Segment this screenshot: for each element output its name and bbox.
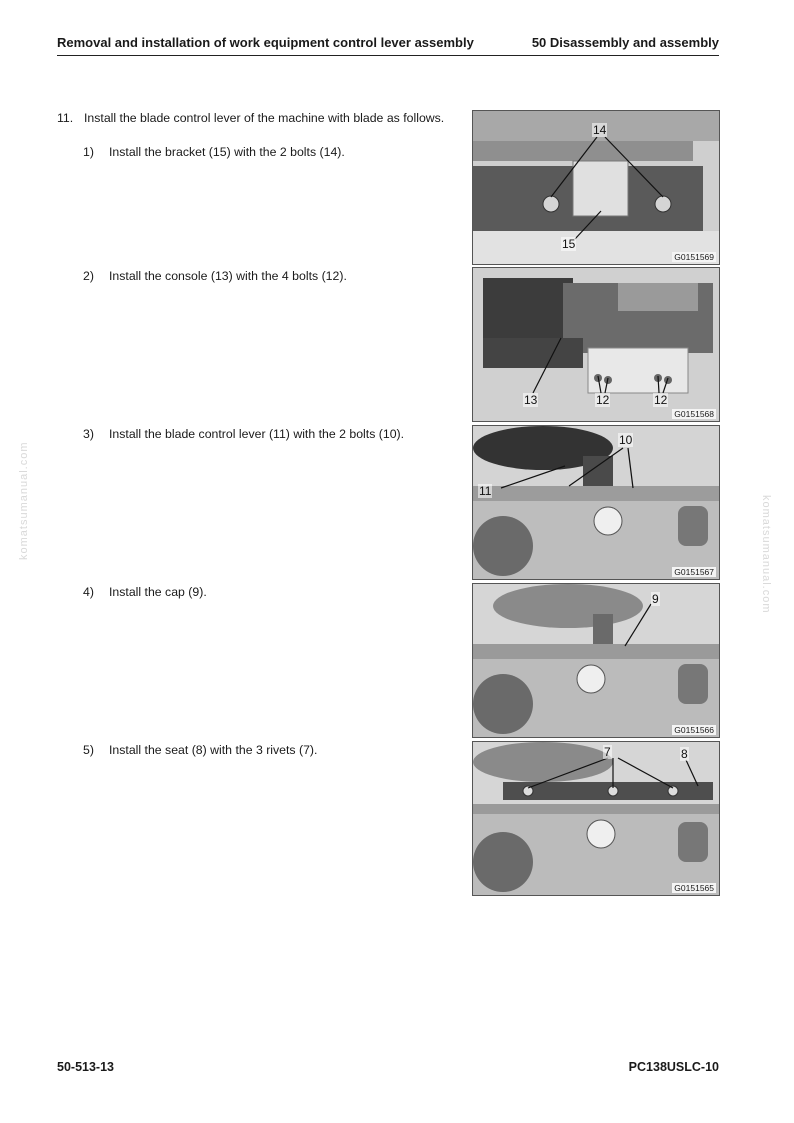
substep-number: 5) xyxy=(83,743,94,757)
model-name: PC138USLC-10 xyxy=(628,1060,719,1074)
substep-number: 3) xyxy=(83,427,94,441)
figure-code: G0151569 xyxy=(674,252,714,262)
figure-console xyxy=(472,267,720,422)
substep-number: 1) xyxy=(83,145,94,159)
figure-code: G0151566 xyxy=(674,725,714,735)
substep-text: Install the bracket (15) with the 2 bolts (14). xyxy=(109,145,345,159)
figure-illustration xyxy=(473,426,719,579)
figure-blade-control-lever xyxy=(472,425,720,580)
substep-text: Install the blade control lever (11) with the 2 bolts (10). xyxy=(109,427,405,441)
figure-illustration xyxy=(473,584,719,737)
substep-5 xyxy=(83,742,317,758)
substep-text: Install the cap (9). xyxy=(109,585,207,599)
header-section: 50 Disassembly and assembly xyxy=(531,35,719,50)
figure-code: G0151565 xyxy=(674,883,714,893)
substep-1 xyxy=(83,144,345,160)
callout-label: 7 xyxy=(604,745,611,759)
substep-4 xyxy=(83,584,207,600)
substep-number: 4) xyxy=(83,585,94,599)
callout-label: 9 xyxy=(652,592,659,606)
page-number: 50-513-13 xyxy=(57,1060,114,1074)
figure-code: G0151567 xyxy=(674,567,714,577)
substep-text: Install the seat (8) with the 3 rivets (7). xyxy=(109,743,318,757)
substep-2 xyxy=(83,268,347,284)
step-text: Install the blade control lever of the machine with blade as follows. xyxy=(84,111,445,125)
callout-label: 15 xyxy=(562,237,576,251)
page-header xyxy=(57,33,719,56)
callout-label: 13 xyxy=(524,393,538,407)
callout-label: 14 xyxy=(593,123,607,137)
figure-illustration xyxy=(473,742,719,895)
callout-label: 8 xyxy=(681,747,688,761)
header-title: Removal and installation of work equipment control lever assembly xyxy=(57,35,474,50)
step-11 xyxy=(57,110,462,126)
substep-3 xyxy=(83,426,404,442)
figure-cap xyxy=(472,583,720,738)
watermark-left: komatsumanual.com xyxy=(18,441,30,560)
figure-seat xyxy=(472,741,720,896)
figure-code: G0151568 xyxy=(674,409,714,419)
callout-label: 12 xyxy=(654,393,668,407)
callout-label: 12 xyxy=(596,393,610,407)
watermark-right: komatsumanual.com xyxy=(760,495,772,614)
substep-text: Install the console (13) with the 4 bolts (12). xyxy=(109,269,347,283)
step-number: 11. xyxy=(57,111,74,125)
callout-label: 10 xyxy=(619,433,633,447)
callout-label: 11 xyxy=(479,484,492,498)
figure-bracket xyxy=(472,110,720,265)
substep-number: 2) xyxy=(83,269,94,283)
